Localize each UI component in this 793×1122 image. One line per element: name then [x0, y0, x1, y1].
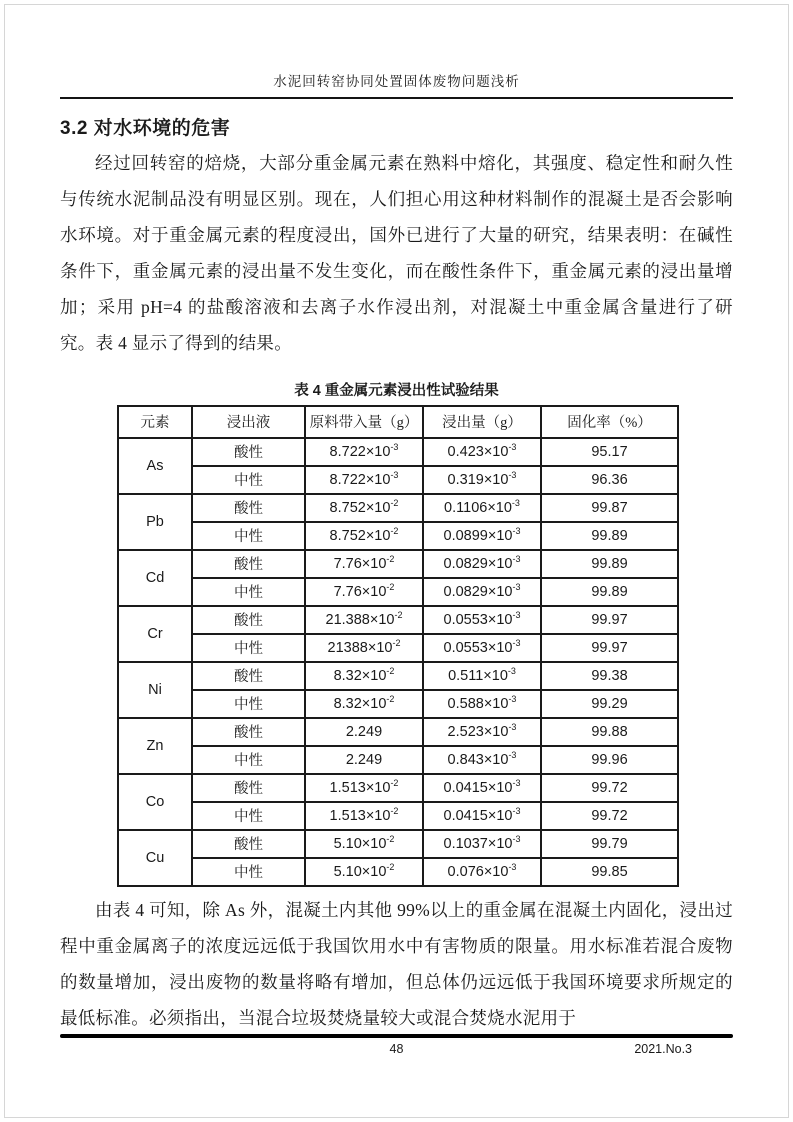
body-paragraph-2: 由表 4 可知，除 As 外，混凝土内其他 99%以上的重金属在混凝土内固化，浸出过程中重金属离子的浓度远远低于我国饮用水中有害物质的限量。用水标准若混合废物的数量增加，浸出废物的数量将略有增加，但总体仍远远低于我国环境要求所规定的最低标准。必须指出，当混合垃圾焚烧量较大或混合焚烧水泥用于 — [60, 899, 733, 1028]
leach-amount-cell — [423, 746, 541, 774]
leachant-cell: 中性 — [192, 578, 305, 606]
input-amount-cell-exponent: -2 — [386, 581, 395, 592]
input-amount-cell-value: 5.10×10 — [333, 863, 387, 880]
input-amount-cell — [305, 774, 423, 802]
issue-number: 2021.No.3 — [634, 1042, 692, 1056]
solidification-rate-cell: 99.72 — [541, 774, 678, 802]
leachant-cell: 中性 — [192, 634, 305, 662]
leach-amount-cell — [423, 802, 541, 830]
input-amount-cell-exponent: -2 — [386, 693, 395, 704]
leachant-cell: 中性 — [192, 858, 305, 886]
leach-amount-cell — [423, 690, 541, 718]
leach-amount-cell-value: 0.0553×10 — [443, 639, 513, 656]
input-amount-cell-value: 8.722×10 — [329, 443, 391, 460]
leach-amount-cell-value: 0.0415×10 — [443, 807, 513, 824]
element-cell: Ni — [118, 662, 192, 718]
input-amount-cell-exponent: -2 — [390, 497, 399, 508]
input-amount-cell-value: 7.76×10 — [333, 555, 387, 572]
leach-amount-cell — [423, 606, 541, 634]
page-number: 48 — [389, 1042, 404, 1056]
table-row — [118, 746, 678, 774]
header-input-amount: 原料带入量（g） — [305, 406, 423, 438]
leach-amount-cell — [423, 494, 541, 522]
element-cell: Cd — [118, 550, 192, 606]
leachant-cell: 酸性 — [192, 438, 305, 466]
input-amount-cell — [305, 522, 423, 550]
leach-amount-cell-exponent: -3 — [508, 469, 517, 480]
leach-amount-cell-exponent: -3 — [512, 833, 521, 844]
leach-amount-cell-value: 0.1106×10 — [444, 499, 512, 516]
table-row — [118, 438, 678, 466]
solidification-rate-cell: 99.89 — [541, 578, 678, 606]
solidification-rate-cell: 99.29 — [541, 690, 678, 718]
input-amount-cell — [305, 438, 423, 466]
leachant-cell: 酸性 — [192, 830, 305, 858]
leachant-cell: 酸性 — [192, 494, 305, 522]
input-amount-cell-value: 2.249 — [345, 751, 383, 768]
element-cell: As — [118, 438, 192, 494]
leach-amount-cell — [423, 466, 541, 494]
solidification-rate-cell: 99.89 — [541, 550, 678, 578]
input-amount-cell — [305, 858, 423, 886]
table-row — [118, 550, 678, 578]
input-amount-cell-exponent: -2 — [390, 805, 399, 816]
leach-amount-cell-value: 0.843×10 — [447, 751, 509, 768]
table-row — [118, 690, 678, 718]
leach-amount-cell-exponent: -3 — [508, 749, 517, 760]
table-row — [118, 606, 678, 634]
leach-amount-cell — [423, 438, 541, 466]
leach-amount-cell-exponent: -3 — [512, 777, 521, 788]
solidification-rate-cell: 99.87 — [541, 494, 678, 522]
input-amount-cell-value: 21.388×10 — [325, 611, 395, 628]
results-table-body — [118, 438, 678, 886]
leachant-cell: 酸性 — [192, 718, 305, 746]
solidification-rate-cell: 99.97 — [541, 606, 678, 634]
input-amount-cell — [305, 690, 423, 718]
table-row — [118, 718, 678, 746]
input-amount-cell-exponent: -2 — [386, 833, 395, 844]
leach-amount-cell-exponent: -3 — [508, 693, 517, 704]
header-leach-amount: 浸出量（g） — [423, 406, 541, 438]
input-amount-cell-exponent: -2 — [386, 861, 395, 872]
input-amount-cell — [305, 802, 423, 830]
section-heading: 3.2 对水环境的危害 — [60, 118, 231, 139]
leach-amount-cell-exponent: -3 — [512, 805, 521, 816]
solidification-rate-cell: 95.17 — [541, 438, 678, 466]
leach-amount-cell-value: 0.0553×10 — [443, 611, 513, 628]
leach-amount-cell-value: 0.511×10 — [448, 667, 508, 684]
input-amount-cell-value: 8.32×10 — [333, 667, 387, 684]
input-amount-cell-value: 5.10×10 — [333, 835, 387, 852]
solidification-rate-cell: 99.72 — [541, 802, 678, 830]
element-cell: Cu — [118, 830, 192, 886]
table-row — [118, 522, 678, 550]
input-amount-cell-value: 8.752×10 — [329, 527, 391, 544]
solidification-rate-cell: 99.88 — [541, 718, 678, 746]
input-amount-cell — [305, 550, 423, 578]
input-amount-cell-exponent: -3 — [390, 469, 399, 480]
table-row — [118, 858, 678, 886]
leachant-cell: 酸性 — [192, 550, 305, 578]
input-amount-cell-exponent: -3 — [390, 441, 399, 452]
leach-amount-cell-exponent: -3 — [507, 665, 516, 676]
leach-amount-cell — [423, 550, 541, 578]
input-amount-cell-value: 1.513×10 — [329, 779, 391, 796]
leach-amount-cell-exponent: -3 — [512, 637, 521, 648]
leach-amount-cell-value: 0.588×10 — [447, 695, 509, 712]
table-row — [118, 466, 678, 494]
input-amount-cell — [305, 746, 423, 774]
leach-amount-cell-value: 0.0899×10 — [443, 527, 513, 544]
leach-amount-cell-exponent: -3 — [511, 497, 520, 508]
leach-amount-cell-exponent: -3 — [512, 609, 521, 620]
leach-amount-cell-value: 0.1037×10 — [443, 835, 513, 852]
solidification-rate-cell: 99.38 — [541, 662, 678, 690]
input-amount-cell — [305, 662, 423, 690]
leachant-cell: 酸性 — [192, 774, 305, 802]
running-title: 水泥回转窑协同处置固体废物问题浅析 — [273, 74, 520, 89]
leachant-cell: 中性 — [192, 802, 305, 830]
footer-rule — [60, 1034, 733, 1038]
leachant-cell: 酸性 — [192, 662, 305, 690]
leach-amount-cell — [423, 774, 541, 802]
table-row — [118, 578, 678, 606]
leachant-cell: 中性 — [192, 522, 305, 550]
element-cell: Co — [118, 774, 192, 830]
leach-amount-cell-exponent: -3 — [512, 581, 521, 592]
leach-amount-cell-value: 0.0829×10 — [443, 555, 513, 572]
leach-amount-cell-exponent: -3 — [508, 441, 517, 452]
leach-amount-cell-value: 0.319×10 — [447, 471, 509, 488]
leach-amount-cell-value: 0.0829×10 — [443, 583, 513, 600]
leach-amount-cell-exponent: -3 — [512, 553, 521, 564]
input-amount-cell-value: 21388×10 — [327, 639, 393, 656]
leach-amount-cell-value: 0.0415×10 — [443, 779, 513, 796]
header-leachant: 浸出液 — [192, 406, 305, 438]
leachant-cell: 中性 — [192, 690, 305, 718]
input-amount-cell-value: 1.513×10 — [329, 807, 391, 824]
leach-amount-cell — [423, 858, 541, 886]
table-row — [118, 494, 678, 522]
header-element: 元素 — [118, 406, 192, 438]
leach-amount-cell-value: 0.076×10 — [447, 863, 509, 880]
table-row — [118, 662, 678, 690]
solidification-rate-cell: 99.79 — [541, 830, 678, 858]
input-amount-cell — [305, 466, 423, 494]
input-amount-cell — [305, 494, 423, 522]
leach-amount-cell — [423, 718, 541, 746]
leach-amount-cell-exponent: -3 — [512, 525, 521, 536]
input-amount-cell-exponent: -2 — [390, 777, 399, 788]
input-amount-cell-value: 8.32×10 — [333, 695, 387, 712]
input-amount-cell — [305, 718, 423, 746]
leach-amount-cell-value: 0.423×10 — [447, 443, 509, 460]
input-amount-cell — [305, 830, 423, 858]
leach-amount-cell-value: 2.523×10 — [447, 723, 509, 740]
solidification-rate-cell: 99.96 — [541, 746, 678, 774]
leach-amount-cell-exponent: -3 — [508, 721, 517, 732]
input-amount-cell — [305, 634, 423, 662]
leach-amount-cell — [423, 578, 541, 606]
leachant-cell: 中性 — [192, 746, 305, 774]
leach-amount-cell — [423, 662, 541, 690]
input-amount-cell-exponent: -2 — [386, 553, 395, 564]
leach-amount-cell — [423, 634, 541, 662]
input-amount-cell-exponent: -2 — [390, 525, 399, 536]
input-amount-cell-value: 8.752×10 — [329, 499, 391, 516]
header-solidification-rate: 固化率（%） — [541, 406, 678, 438]
body-paragraph-1: 经过回转窑的焙烧，大部分重金属元素在熟料中熔化，其强度、稳定性和耐久性与传统水泥制品没有明显区别。现在，人们担心用这种材料制作的混凝土是否会影响水环境。对于重金属元素的程度浸出，国外已进行了大量的研究，结果表明：在碱性条件下，重金属元素的浸出量不发生变化，而在酸性条件下，重金属元素的浸出量增加；采用 pH=4 的盐酸溶液和去离子水作浸出剂，对混凝土中重金属含量进行了研究。表 4 显示了得到的结果。 — [60, 153, 733, 353]
solidification-rate-cell: 96.36 — [541, 466, 678, 494]
table-row — [118, 634, 678, 662]
table-header-row — [118, 406, 678, 438]
input-amount-cell-value: 8.722×10 — [329, 471, 391, 488]
table-row — [118, 774, 678, 802]
element-cell: Cr — [118, 606, 192, 662]
table-caption: 表 4 重金属元素浸出性试验结果 — [294, 382, 499, 399]
leachant-cell: 酸性 — [192, 606, 305, 634]
input-amount-cell-exponent: -2 — [394, 609, 403, 620]
element-cell: Pb — [118, 494, 192, 550]
results-table — [117, 405, 679, 887]
input-amount-cell — [305, 578, 423, 606]
input-amount-cell-exponent: -2 — [392, 637, 401, 648]
input-amount-cell-value: 7.76×10 — [333, 583, 387, 600]
header-rule — [60, 97, 733, 99]
leach-amount-cell-exponent: -3 — [508, 861, 517, 872]
solidification-rate-cell: 99.89 — [541, 522, 678, 550]
input-amount-cell — [305, 606, 423, 634]
solidification-rate-cell: 99.85 — [541, 858, 678, 886]
element-cell: Zn — [118, 718, 192, 774]
leach-amount-cell — [423, 830, 541, 858]
input-amount-cell-exponent: -2 — [386, 665, 395, 676]
table-row — [118, 830, 678, 858]
input-amount-cell-value: 2.249 — [345, 723, 383, 740]
table-row — [118, 802, 678, 830]
leachant-cell: 中性 — [192, 466, 305, 494]
solidification-rate-cell: 99.97 — [541, 634, 678, 662]
leach-amount-cell — [423, 522, 541, 550]
